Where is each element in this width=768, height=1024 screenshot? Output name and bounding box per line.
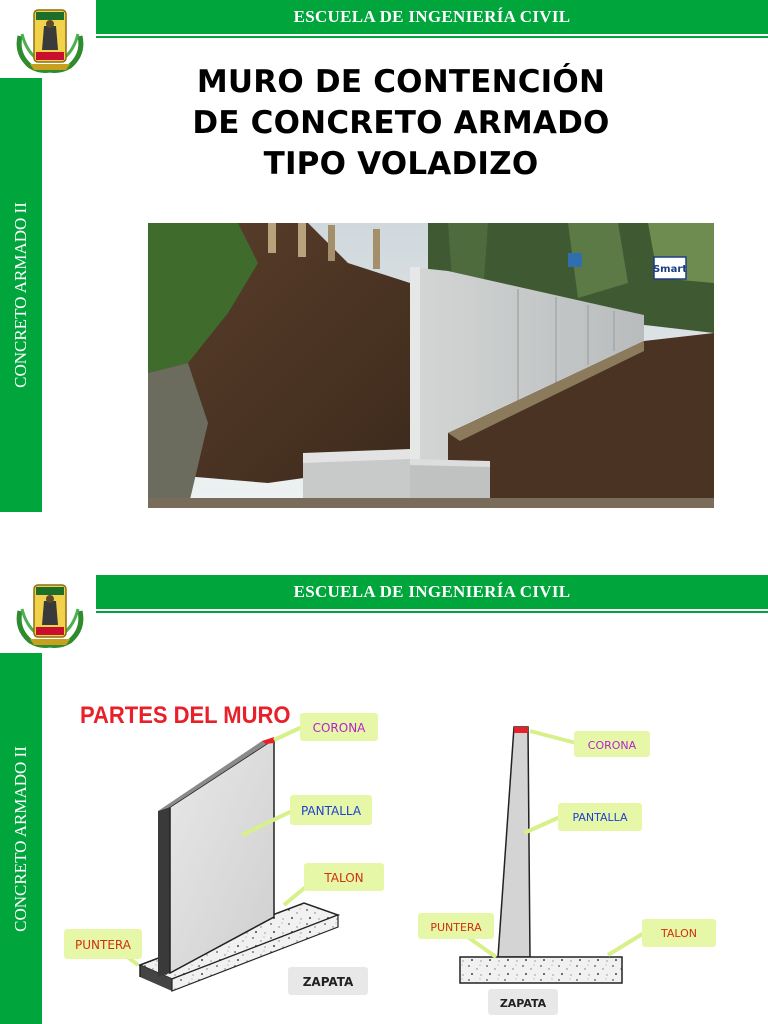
header-title: ESCUELA DE INGENIERÍA CIVIL bbox=[293, 582, 571, 601]
label-puntera-right: PUNTERA bbox=[430, 921, 482, 934]
label-corona: CORONA bbox=[312, 721, 366, 735]
school-crest-icon bbox=[16, 6, 84, 74]
logo-area bbox=[0, 0, 96, 78]
photo-sign-text: Smart bbox=[652, 264, 688, 275]
slide-title bbox=[96, 62, 706, 185]
label-zapata: ZAPATA bbox=[302, 975, 354, 989]
label-zapata-right: ZAPATA bbox=[499, 997, 547, 1010]
label-corona-right: CORONA bbox=[587, 739, 637, 752]
slide-2 bbox=[0, 575, 768, 1024]
header-divider bbox=[96, 36, 768, 38]
sidebar-strip bbox=[0, 653, 42, 1024]
slide-gap bbox=[0, 512, 768, 575]
logo-area bbox=[0, 575, 96, 653]
wall-parts-diagram bbox=[52, 683, 768, 1024]
title-line-2: DE CONCRETO ARMADO bbox=[192, 105, 610, 141]
sidebar-course-label: CONCRETO ARMADO II bbox=[11, 745, 30, 932]
label-pantalla: PANTALLA bbox=[300, 804, 362, 818]
label-talon: TALON bbox=[324, 871, 364, 885]
sidebar-course-label: CONCRETO ARMADO II bbox=[11, 202, 30, 388]
header-bar bbox=[96, 0, 768, 34]
label-pantalla-right: PANTALLA bbox=[572, 811, 628, 824]
title-line-1: MURO DE CONTENCIÓN bbox=[196, 64, 606, 100]
school-crest-icon bbox=[16, 581, 84, 649]
label-puntera: PUNTERA bbox=[75, 938, 131, 952]
sidebar-strip bbox=[0, 78, 42, 512]
header-title: ESCUELA DE INGENIERÍA CIVIL bbox=[293, 7, 571, 26]
label-talon-right: TALON bbox=[660, 927, 698, 940]
diagram-heading: PARTES DEL MURO bbox=[80, 701, 291, 729]
header-divider bbox=[96, 611, 768, 613]
retaining-wall-photo bbox=[148, 223, 714, 508]
header-bar bbox=[96, 575, 768, 609]
title-line-3: TIPO VOLADIZO bbox=[263, 146, 539, 182]
